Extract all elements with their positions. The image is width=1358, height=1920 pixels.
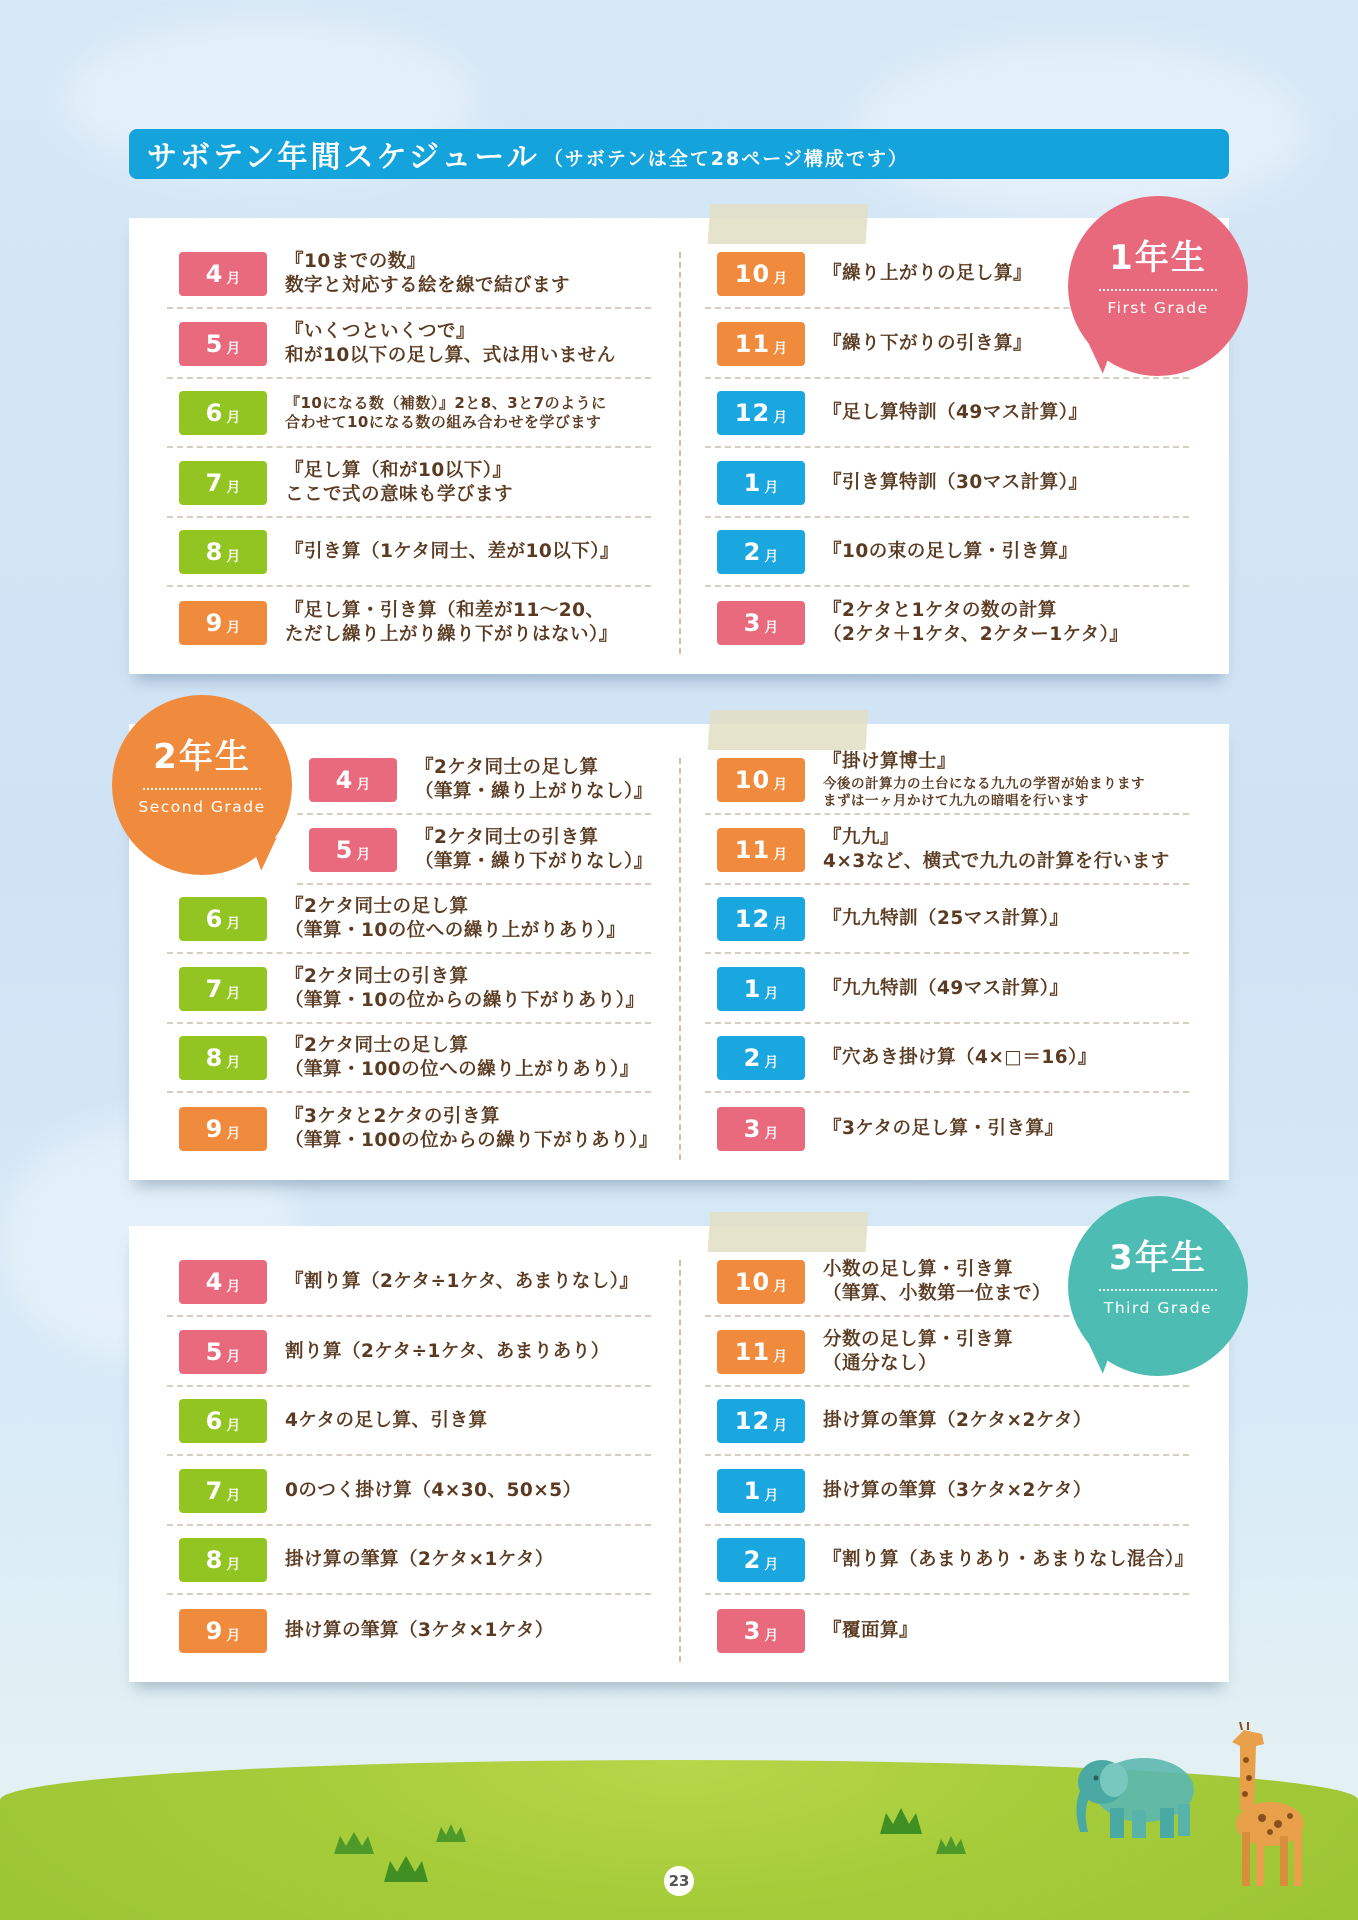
schedule-row [705,885,1189,954]
row-description-wrap [805,1479,1092,1503]
row-description: 『繰り下がりの引き算』 [823,332,1033,354]
grade-badge-rule [143,788,261,790]
month-unit: 月 [764,548,779,565]
grade-badge-english: First Grade [1107,299,1209,317]
row-description-wrap [805,540,1078,564]
month-badge [179,1469,267,1513]
row-description-wrap [267,320,616,368]
row-description-wrap [805,332,1032,356]
tape-strip [708,710,869,750]
schedule-row [705,1596,1189,1665]
row-description-wrap [267,1548,554,1572]
row-description-wrap [805,1328,1013,1376]
column-divider [679,1260,681,1662]
row-description-wrap [267,1340,610,1364]
page-subtitle: （サボテンは全て28ページ構成です） [543,147,909,170]
row-description-wrap [267,965,645,1013]
month-badge [717,391,805,435]
month-badge [717,1609,805,1653]
schedule-row [705,816,1189,885]
month-number: 11 [734,1337,771,1366]
month-number: 6 [205,904,224,933]
schedule-row [297,746,651,815]
schedule-row [705,1024,1189,1093]
row-description-wrap [267,394,607,432]
month-badge [309,758,397,802]
month-badge [179,1538,267,1582]
row-description: 割り算（2ケタ÷1ケタ、あまりあり） [285,1340,610,1362]
schedule-row [705,449,1189,518]
month-badge [179,391,267,435]
row-description-wrap [267,1619,554,1643]
row-description: 『九九特訓（49マス計算）』 [823,977,1069,999]
row-description: 『2ケタ同士の足し算 （筆算・繰り上がりなし）』 [415,756,653,802]
month-number: 8 [205,1545,224,1574]
grade-badge-title: 1年生 [1109,238,1207,278]
row-description: 『足し算・引き算（和差が11～20、 ただし繰り上がり繰り下がりはない）』 [285,599,618,645]
schedule-row [167,588,651,657]
schedule-row [705,1387,1189,1456]
month-number: 8 [205,537,224,566]
row-description-wrap [805,1046,1097,1070]
row-description: 『いくつといくつで』 和が10以下の足し算、式は用いません [285,320,616,366]
month-number: 9 [205,608,224,637]
schedule-row [167,518,651,587]
row-description-wrap [267,1034,639,1082]
month-badge [717,461,805,505]
giraffe-icon [1218,1720,1328,1890]
month-badge [717,601,805,645]
month-badge [179,1609,267,1653]
row-description-wrap [805,599,1128,647]
month-number: 2 [743,537,762,566]
month-number: 1 [743,1476,762,1505]
month-badge [179,322,267,366]
row-description: 『足し算特訓（49マス計算）』 [823,401,1088,423]
month-badge [717,897,805,941]
row-description-wrap [267,599,618,647]
schedule-row [705,955,1189,1024]
schedule-row [167,310,651,379]
grade-badge-english: Second Grade [138,798,266,816]
schedule-row [705,1094,1189,1163]
month-badge [717,828,805,872]
row-description-wrap [267,540,619,564]
row-description: 『3ケタの足し算・引き算』 [823,1117,1064,1139]
month-unit: 月 [773,776,788,793]
month-unit: 月 [773,1417,788,1434]
month-number: 3 [743,1114,762,1143]
row-description: 『2ケタと1ケタの数の計算 （2ケタ＋1ケタ、2ケター1ケタ）』 [823,599,1129,645]
month-number: 9 [205,1114,224,1143]
row-description-wrap [805,977,1069,1001]
month-unit: 月 [226,409,241,426]
month-badge [179,967,267,1011]
month-badge [179,1399,267,1443]
month-unit: 月 [356,776,371,793]
month-badge [179,1330,267,1374]
row-description-wrap [267,459,513,507]
row-description: 『引き算（1ケタ同士、差が10以下）』 [285,540,619,562]
column-divider [679,758,681,1160]
month-unit: 月 [226,1125,241,1142]
month-number: 7 [205,974,224,1003]
month-unit: 月 [764,985,779,1002]
month-number: 8 [205,1043,224,1072]
month-number: 4 [205,1267,224,1296]
row-description: 『2ケタ同士の引き算 （筆算・10の位からの繰り下がりあり）』 [285,965,645,1011]
schedule-row [167,1596,651,1665]
grass-tuft-icon [384,1856,428,1882]
schedule-row [705,1457,1189,1526]
month-unit: 月 [764,619,779,636]
schedule-row [705,379,1189,448]
month-unit: 月 [226,1417,241,1434]
month-unit: 月 [773,270,788,287]
row-description: 『九九』 4×3など、横式で九九の計算を行います [823,826,1170,872]
row-description-wrap [805,826,1170,874]
month-unit: 月 [764,1125,779,1142]
row-description-wrap [267,1270,639,1294]
schedule-row [167,885,651,954]
row-description-wrap [267,1409,487,1433]
schedule-row [705,588,1189,657]
month-unit: 月 [773,846,788,863]
row-description-wrap [267,895,626,943]
month-number: 12 [734,398,771,427]
row-description-wrap [805,1619,918,1643]
month-number: 4 [335,765,354,794]
month-badge [179,601,267,645]
grade-badge-title: 3年生 [1109,1238,1207,1278]
row-description: 『割り算（あまりあり・あまりなし混合）』 [823,1548,1194,1570]
month-badge [717,1330,805,1374]
row-description: 『引き算特訓（30マス計算）』 [823,471,1088,493]
elephant-icon [1066,1742,1206,1842]
month-unit: 月 [226,1556,241,1573]
month-number: 6 [205,398,224,427]
page-title-banner [129,129,1229,179]
grade-badge-rule [1099,289,1217,291]
month-badge [717,1107,805,1151]
row-description-wrap [267,250,570,298]
row-description-wrap [805,471,1088,495]
row-description: 掛け算の筆算（3ケタ×2ケタ） [823,1479,1092,1501]
row-description: 『繰り上がりの足し算』 [823,262,1033,284]
row-description-wrap [805,1117,1063,1141]
grade-panel [129,724,1229,1180]
grass-tuft-icon [436,1824,466,1842]
month-unit: 月 [764,479,779,496]
month-number: 10 [734,765,771,794]
row-description: 掛け算の筆算（3ケタ×1ケタ） [285,1619,554,1641]
schedule-row [705,746,1189,815]
row-description-wrap [805,907,1069,931]
month-unit: 月 [226,340,241,357]
month-number: 10 [734,1267,771,1296]
month-badge [717,530,805,574]
row-description-wrap [805,1409,1092,1433]
month-badge [717,758,805,802]
month-number: 3 [743,1616,762,1645]
month-unit: 月 [226,479,241,496]
month-unit: 月 [226,1054,241,1071]
row-description: 『割り算（2ケタ÷1ケタ、あまりなし）』 [285,1270,639,1292]
month-number: 12 [734,1406,771,1435]
month-number: 2 [743,1043,762,1072]
row-note: 今後の計算力の土台になる九九の学習が始まります まずは一ヶ月かけて九九の暗唱を行います [823,775,1145,809]
month-unit: 月 [764,1556,779,1573]
month-number: 3 [743,608,762,637]
month-badge [179,1260,267,1304]
row-description: 『穴あき掛け算（4×□＝16）』 [823,1046,1097,1068]
month-number: 1 [743,974,762,1003]
row-description: 『10の束の足し算・引き算』 [823,540,1078,562]
month-unit: 月 [773,409,788,426]
month-number: 5 [205,329,224,358]
month-unit: 月 [226,619,241,636]
month-number: 5 [205,1337,224,1366]
month-unit: 月 [226,1487,241,1504]
row-description: 0のつく掛け算（4×30、50×5） [285,1479,582,1501]
month-number: 7 [205,468,224,497]
schedule-row [167,379,651,448]
month-unit: 月 [226,985,241,1002]
month-number: 11 [734,329,771,358]
row-description-wrap [267,1105,658,1153]
tape-strip [708,204,869,244]
schedule-row [167,1248,651,1317]
month-unit: 月 [226,1278,241,1295]
month-unit: 月 [226,270,241,287]
row-description: 『九九特訓（25マス計算）』 [823,907,1069,929]
month-number: 10 [734,259,771,288]
schedule-row [705,518,1189,587]
month-badge [717,1469,805,1513]
month-unit: 月 [226,1348,241,1365]
month-badge [179,897,267,941]
month-badge [179,1036,267,1080]
schedule-row [705,1526,1194,1595]
month-unit: 月 [764,1054,779,1071]
month-badge [717,1538,805,1582]
grade-badge [112,695,292,875]
month-badge [717,967,805,1011]
month-number: 5 [335,835,354,864]
row-description: 『10までの数』 数字と対応する絵を線で結びます [285,250,571,296]
grade-badge-rule [1099,1289,1217,1291]
tape-strip [708,1212,869,1252]
month-number: 6 [205,1406,224,1435]
month-badge [717,1036,805,1080]
month-badge [717,1399,805,1443]
month-badge [179,252,267,296]
month-number: 4 [205,259,224,288]
month-unit: 月 [226,548,241,565]
row-description-wrap [397,756,651,804]
grass-tuft-icon [334,1832,374,1854]
month-unit: 月 [773,340,788,357]
row-description: 4ケタの足し算、引き算 [285,1409,488,1431]
row-description: 『10になる数（補数）』2と8、3と7のように 合わせて10になる数の組み合わせを学びます [285,393,607,431]
schedule-row [167,955,651,1024]
row-description-wrap [805,262,1032,286]
month-unit: 月 [773,915,788,932]
month-unit: 月 [764,1487,779,1504]
schedule-row [167,1024,651,1093]
row-description: 掛け算の筆算（2ケタ×2ケタ） [823,1409,1092,1431]
page-number: 23 [664,1866,694,1896]
month-number: 11 [734,835,771,864]
row-description-wrap [805,401,1088,425]
month-badge [179,1107,267,1151]
schedule-row [167,1526,651,1595]
row-description: 『3ケタと2ケタの引き算 （筆算・100の位からの繰り下がりあり）』 [285,1105,658,1151]
column-divider [679,252,681,654]
schedule-row [167,1094,658,1163]
month-unit: 月 [356,846,371,863]
month-number: 12 [734,904,771,933]
month-badge [179,461,267,505]
page-title: サボテン年間スケジュール [147,140,540,175]
grass-tuft-icon [880,1808,922,1834]
schedule-row [167,240,651,309]
month-unit: 月 [773,1278,788,1295]
grade-badge-english: Third Grade [1103,1299,1213,1317]
row-description: 『足し算（和が10以下）』 ここで式の意味も学びます [285,459,514,505]
month-badge [717,252,805,296]
month-unit: 月 [764,1627,779,1644]
row-description-wrap [397,826,651,874]
row-description-wrap [805,750,1145,810]
grass-tuft-icon [936,1836,966,1854]
row-description: 『2ケタ同士の足し算 （筆算・100の位への繰り上がりあり）』 [285,1034,639,1080]
grade-badge [1068,1196,1248,1376]
row-description: 『掛け算博士』 [823,750,957,772]
row-description-wrap [805,1548,1194,1572]
row-description: 『2ケタ同士の引き算 （筆算・繰り下がりなし）』 [415,826,653,872]
grade-badge-title: 2年生 [153,737,251,777]
row-description-wrap [805,1258,1051,1306]
schedule-row [167,1318,651,1387]
month-unit: 月 [226,1627,241,1644]
grade-badge [1068,196,1248,376]
month-number: 9 [205,1616,224,1645]
grade-panel [129,1226,1229,1682]
schedule-row [167,1457,651,1526]
month-unit: 月 [773,1348,788,1365]
month-number: 2 [743,1545,762,1574]
month-badge [717,322,805,366]
schedule-row [297,816,651,885]
month-number: 1 [743,468,762,497]
grade-panel [129,218,1229,674]
month-number: 7 [205,1476,224,1505]
schedule-row [167,1387,651,1456]
schedule-row [167,449,651,518]
month-unit: 月 [226,915,241,932]
row-description: 『覆面算』 [823,1619,919,1641]
row-description: 分数の足し算・引き算 （通分なし） [823,1328,1014,1374]
month-badge [717,1260,805,1304]
month-badge [179,530,267,574]
row-description-wrap [267,1479,582,1503]
row-description: 『2ケタ同士の足し算 （筆算・10の位への繰り上がりあり）』 [285,895,626,941]
month-badge [309,828,397,872]
row-description: 小数の足し算・引き算 （筆算、小数第一位まで） [823,1258,1052,1304]
row-description: 掛け算の筆算（2ケタ×1ケタ） [285,1548,554,1570]
